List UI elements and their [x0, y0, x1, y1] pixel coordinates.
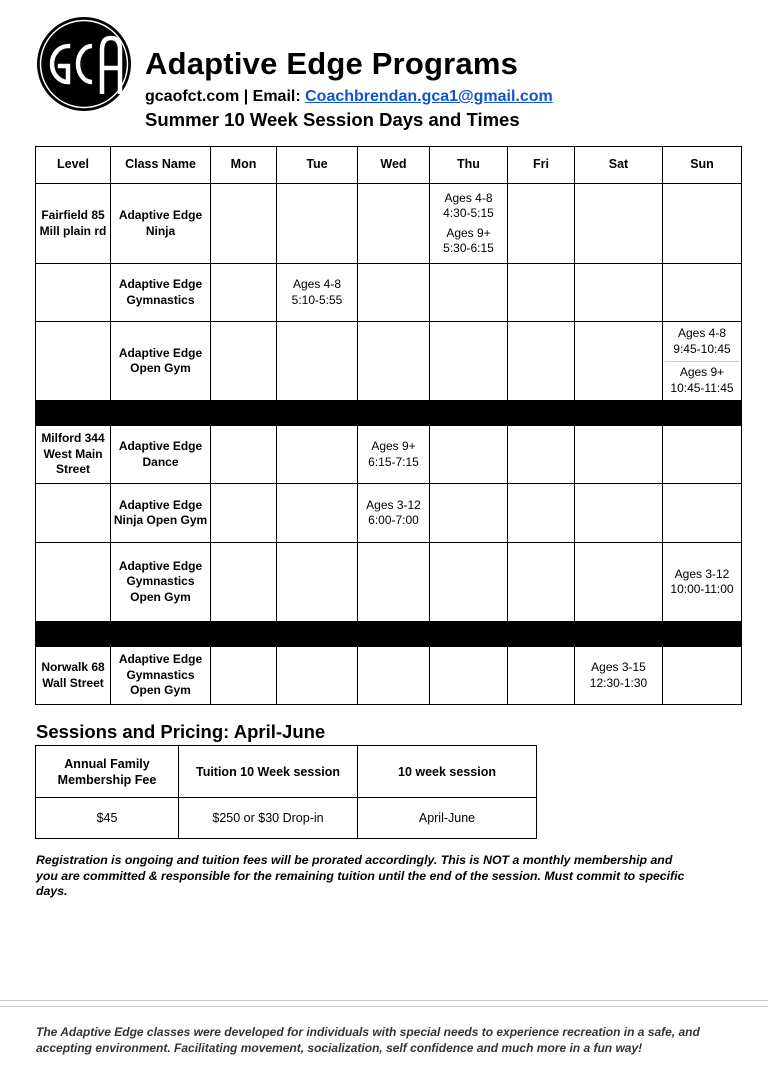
- pricing-table: [35, 745, 537, 839]
- page-title: Adaptive Edge Programs: [145, 46, 519, 81]
- pricing-header: Annual Family Membership Fee: [36, 746, 179, 798]
- col-header: Tue: [277, 147, 358, 184]
- pricing-header: 10 week session: [358, 746, 537, 798]
- time-slot-cell: [663, 322, 742, 401]
- time-slot-cell: [358, 426, 430, 484]
- pricing-value: $250 or $30 Drop-in: [179, 798, 358, 839]
- table-row: [36, 322, 742, 401]
- page-subtitle: Summer 10 Week Session Days and Times: [145, 109, 520, 130]
- class-name-cell: Adaptive Edge Gymnastics Open Gym: [111, 543, 211, 622]
- col-header: Sat: [575, 147, 663, 184]
- email-link[interactable]: Coachbrendan.gca1@gmail.com: [305, 88, 553, 105]
- class-name-cell: Adaptive Edge Ninja: [111, 184, 211, 264]
- class-name-cell: Adaptive Edge Open Gym: [111, 322, 211, 401]
- pricing-header: Tuition 10 Week session: [179, 746, 358, 798]
- time-slot-cell: [358, 484, 430, 543]
- col-header: Level: [36, 147, 111, 184]
- time-slot: Ages 4-8 5:10-5:55: [291, 277, 343, 307]
- section-divider: [36, 401, 742, 426]
- gca-logo: [36, 16, 132, 112]
- time-slot-cell: [277, 264, 358, 322]
- registration-note: Registration is ongoing and tuition fees will be prorated accordingly. This is NOT a monthly membership and you are committed & responsible for the remaining tuition until the end of the session. Must commit to specific days.: [36, 853, 685, 898]
- table-row: [36, 184, 742, 264]
- class-name-cell: Adaptive Edge Ninja Open Gym: [111, 484, 211, 543]
- header-row: [36, 147, 742, 184]
- table-row: [36, 484, 742, 543]
- footer-divider: [0, 1000, 768, 1007]
- location-cell: Norwalk 68 Wall Street: [36, 647, 111, 705]
- pricing-header-row: [36, 746, 537, 798]
- col-header: Mon: [211, 147, 277, 184]
- time-slot: Ages 3-15 12:30-1:30: [589, 660, 648, 690]
- table-row: [36, 426, 742, 484]
- pricing-value-row: [36, 798, 537, 839]
- col-header: Class Name: [111, 147, 211, 184]
- pricing-title: Sessions and Pricing: April-June: [36, 721, 326, 742]
- time-slot-cell: [663, 543, 742, 622]
- pricing-value: $45: [36, 798, 179, 839]
- col-header: Thu: [430, 147, 508, 184]
- class-name-cell: Adaptive Edge Gymnastics Open Gym: [111, 647, 211, 705]
- class-name-cell: Adaptive Edge Dance: [111, 426, 211, 484]
- time-slot: Ages 9+ 6:15-7:15: [368, 439, 419, 469]
- table-row: [36, 264, 742, 322]
- time-slot: Ages 4-8 9:45-10:45: [673, 326, 731, 356]
- website-text: gcaofct.com: [145, 88, 240, 105]
- time-slot: Ages 9+ 10:45-11:45: [665, 361, 739, 396]
- time-slot: Ages 3-12 6:00-7:00: [366, 497, 421, 527]
- table-row: [36, 543, 742, 622]
- pricing-value: April-June: [358, 798, 537, 839]
- location-cell: Milford 344 West Main Street: [36, 426, 111, 484]
- email-label: Email:: [252, 88, 301, 105]
- time-slot-cell: [430, 184, 508, 264]
- time-slot: Ages 9+ 5:30-6:15: [443, 225, 494, 255]
- table-row: [36, 647, 742, 705]
- contact-line: [145, 88, 553, 106]
- time-slot-cell: [575, 647, 663, 705]
- footer-text: The Adaptive Edge classes were developed for individuals with special needs to experience recreation in a safe, and accepting environment. Facilitating movement, socialization, self confidence and much more in a fun way!: [36, 1025, 700, 1055]
- time-slot: Ages 4-8 4:30-5:15: [443, 190, 494, 220]
- col-header: Fri: [508, 147, 575, 184]
- time-slot: Ages 3-12 10:00-11:00: [670, 566, 734, 596]
- location-cell: Fairfield 85 Mill plain rd: [36, 184, 111, 264]
- col-header: Wed: [358, 147, 430, 184]
- schedule-table: [35, 146, 742, 705]
- class-name-cell: Adaptive Edge Gymnastics: [111, 264, 211, 322]
- col-header: Sun: [663, 147, 742, 184]
- separator: |: [243, 88, 249, 105]
- section-divider: [36, 622, 742, 647]
